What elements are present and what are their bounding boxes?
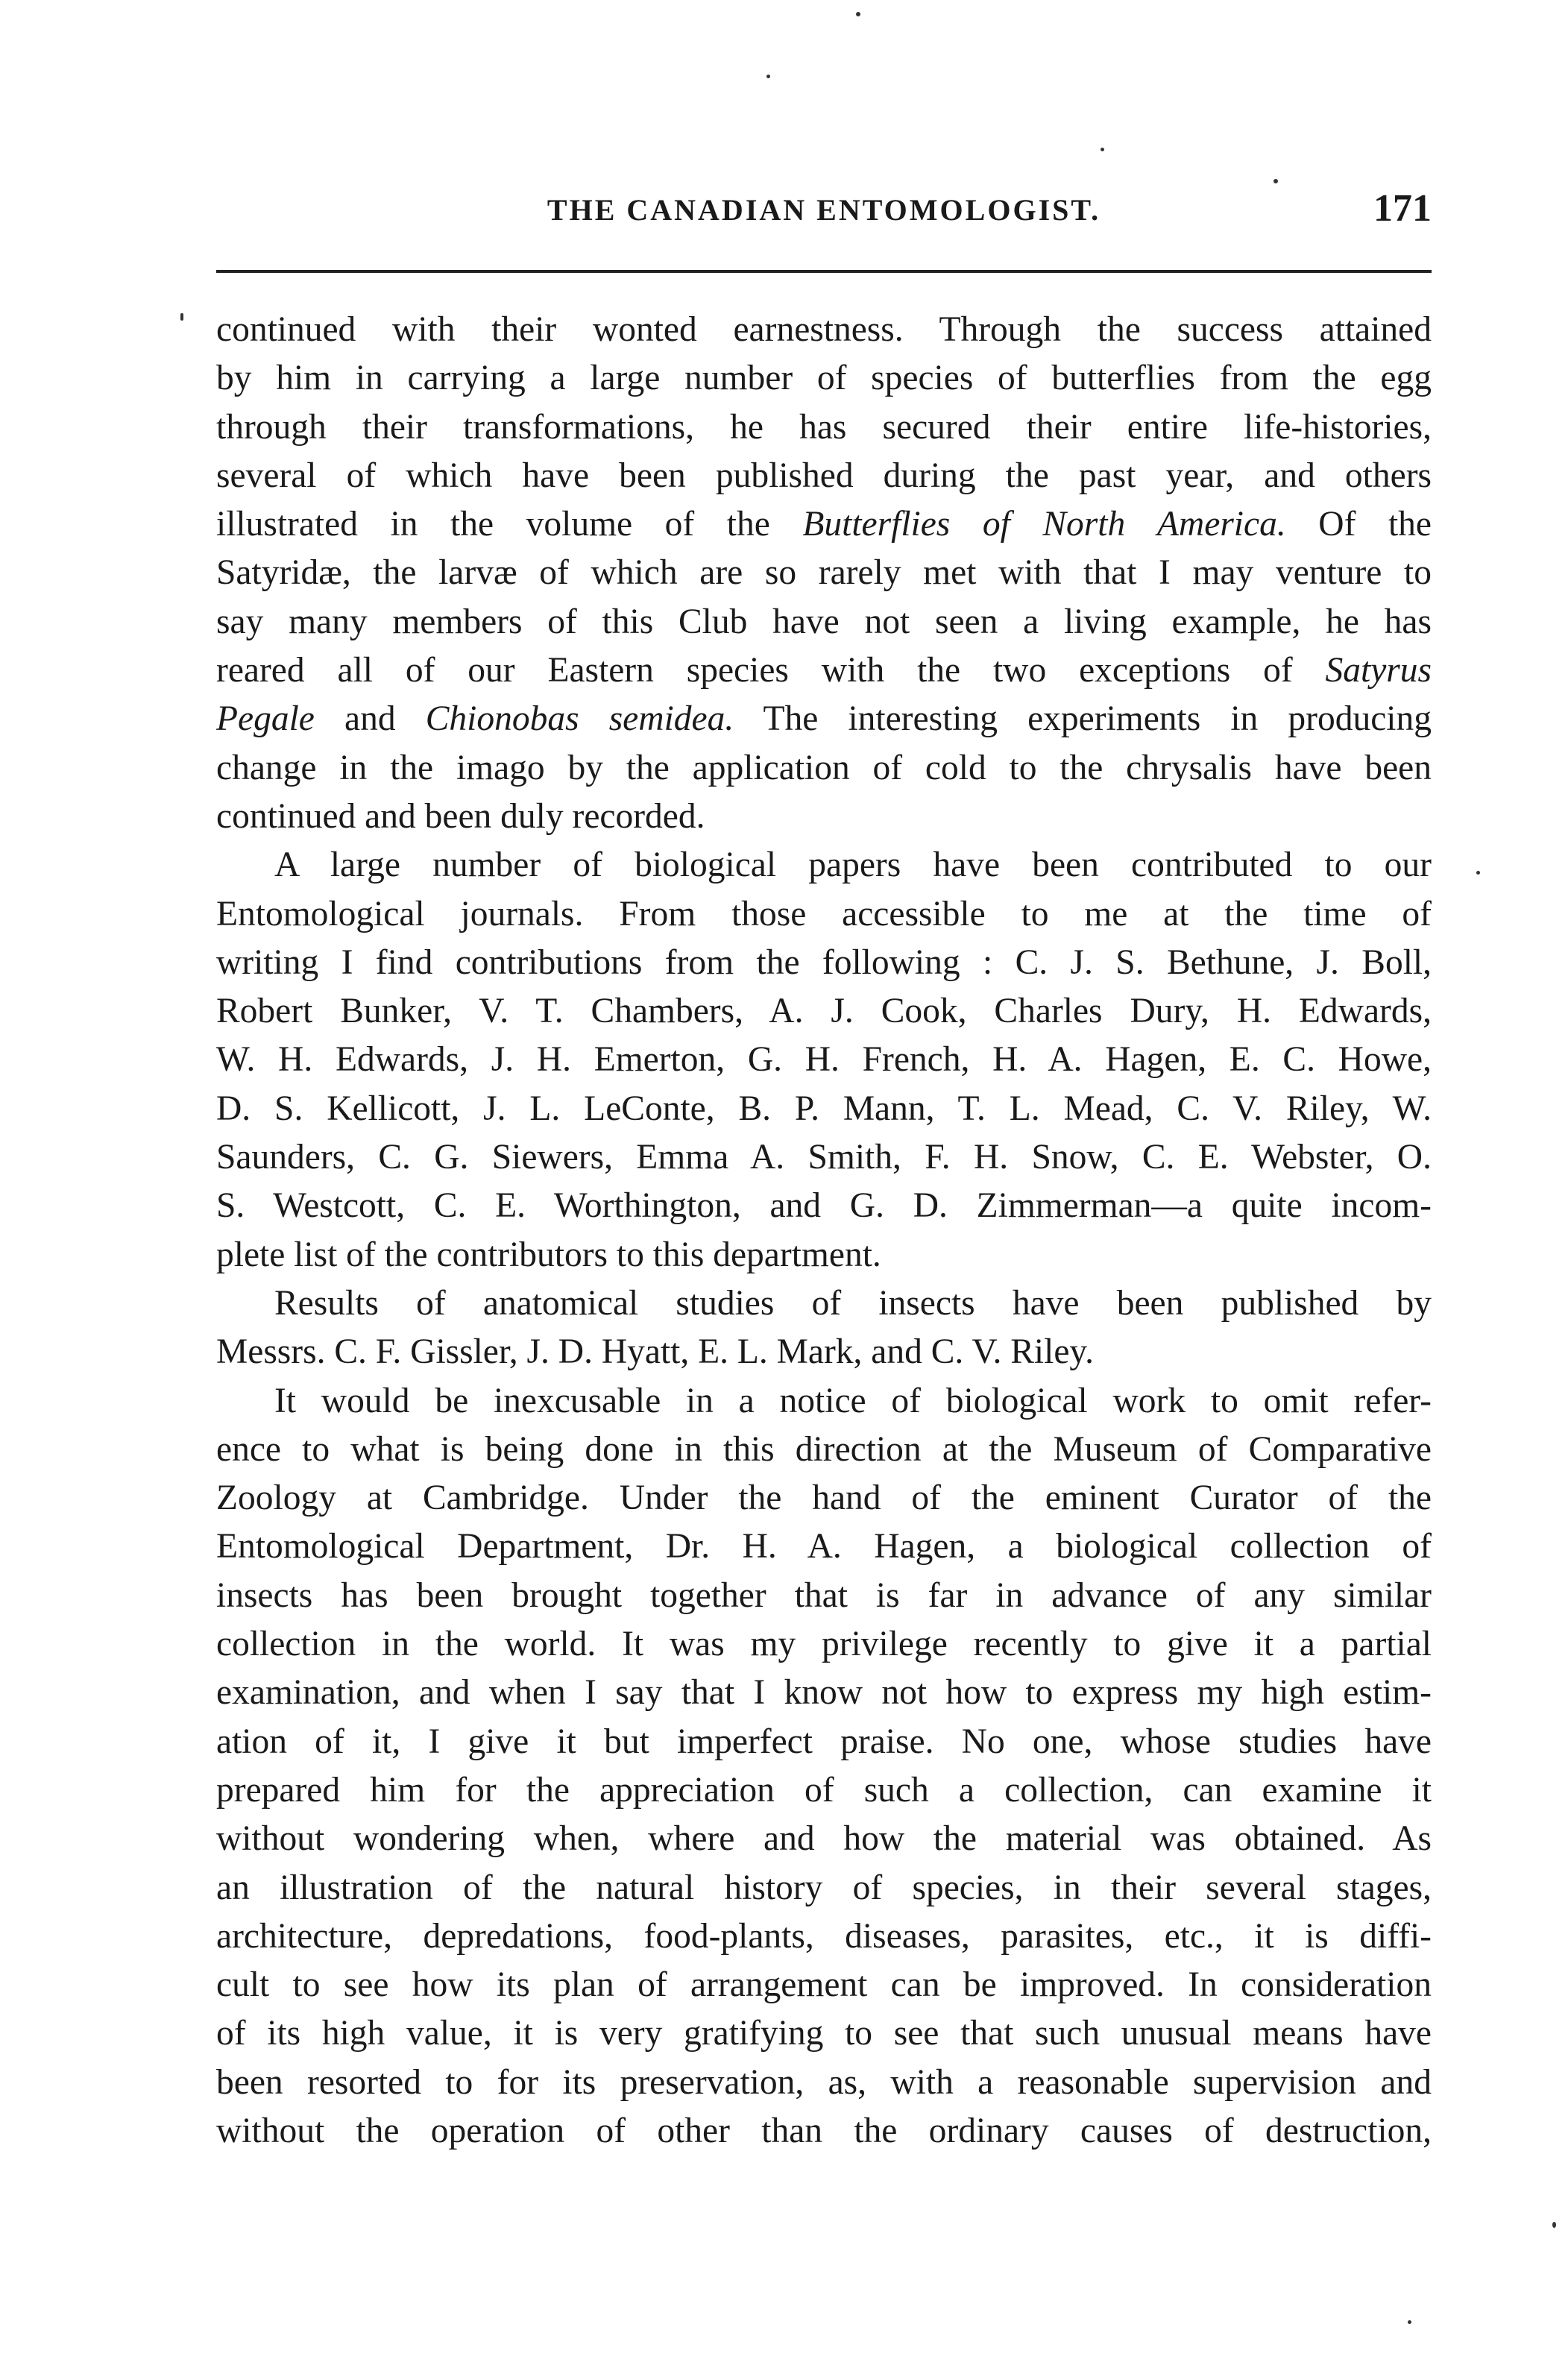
- text-line: been resorted to for its preservation, as, with a reasonable supervision and: [216, 2062, 1432, 2102]
- header-rule: [216, 270, 1432, 273]
- text-line: Robert Bunker, V. T. Chambers, A. J. Cook, Charles Dury, H. Edwards,: [216, 992, 1432, 1031]
- species-name-italic: Pegale: [216, 699, 315, 739]
- text-line: cult to see how its plan of arrangement can be improved. In consideration: [216, 1965, 1432, 2005]
- text-line: Results of anatomical studies of insects have been published by: [274, 1283, 1432, 1323]
- text-line: Saunders, C. G. Siewers, Emma A. Smith, F. H. Snow, C. E. Webster, O.: [216, 1138, 1432, 1177]
- text-line: S. Westcott, C. E. Worthington, and G. D. Zimmerman—a quite incom-: [216, 1186, 1432, 1226]
- text-line: ence to what is being done in this direction at the Museum of Comparative: [216, 1429, 1432, 1469]
- text-line: continued and been duly recorded.: [216, 796, 705, 836]
- running-title: THE CANADIAN ENTOMOLOGIST.: [547, 193, 1101, 227]
- text-line: without wondering when, where and how the material was obtained. As: [216, 1819, 1432, 1859]
- text-line: A large number of biological papers have been contributed to our: [274, 846, 1432, 885]
- scan-speck: [1273, 179, 1278, 183]
- body-text: [216, 306, 1432, 2156]
- scan-speck: [1476, 871, 1480, 875]
- text-line: Satyridæ, the larvæ of which are so rarely met with that I may venture to: [216, 553, 1432, 593]
- text-line: through their transformations, he has secured their entire life-histories,: [216, 407, 1432, 447]
- text-line: D. S. Kellicott, J. L. LeConte, B. P. Mann, T. L. Mead, C. V. Riley, W.: [216, 1089, 1432, 1128]
- text-line: Entomological journals. From those accessible to me at the time of: [216, 894, 1432, 933]
- text-line: insects has been brought together that is far in advance of any similar: [216, 1575, 1432, 1615]
- text-line: Messrs. C. F. Gissler, J. D. Hyatt, E. L. Mark, and C. V. Riley.: [216, 1332, 1094, 1372]
- text-line: ation of it, I give it but imperfect praise. No one, whose studies have: [216, 1722, 1432, 1761]
- scan-speck: [1552, 2222, 1556, 2228]
- scan-speck: [766, 75, 770, 78]
- text-line: [216, 695, 1432, 743]
- scan-speck: [856, 12, 860, 16]
- page-header: [216, 187, 1432, 237]
- text-line: an illustration of the natural history of species, in their several stages,: [216, 1868, 1432, 1907]
- page-number: 171: [1373, 187, 1432, 230]
- text-line: [216, 500, 1432, 549]
- text-line: W. H. Edwards, J. H. Emerton, G. H. French, H. A. Hagen, E. C. Howe,: [216, 1040, 1432, 1080]
- text-line: several of which have been published during the past year, and others: [216, 456, 1432, 495]
- text-line: of its high value, it is very gratifying to see that such unusual means have: [216, 2014, 1432, 2053]
- text-run: reared all of our Eastern species with the two exceptions of: [216, 651, 1326, 690]
- book-title-italic: Butterflies of North America.: [802, 505, 1286, 544]
- text-line: writing I find contributions from the following : C. J. S. Bethune, J. Boll,: [216, 942, 1432, 982]
- text-line: architecture, depredations, food-plants, diseases, parasites, etc., it is diffi-: [216, 1916, 1432, 1956]
- text-line: [216, 646, 1432, 695]
- scan-speck: [1101, 148, 1104, 151]
- text-line: It would be inexcusable in a notice of biological work to omit refer-: [274, 1381, 1432, 1420]
- text-run: illustrated in the volume of the: [216, 505, 803, 544]
- scan-speck: [180, 313, 183, 321]
- text-line: collection in the world. It was my privilege recently to give it a partial: [216, 1625, 1432, 1664]
- text-line: change in the imago by the application of cold to the chrysalis have been: [216, 748, 1432, 787]
- text-line: Zoology at Cambridge. Under the hand of the eminent Curator of the: [216, 1479, 1432, 1518]
- text-line: prepared him for the appreciation of such a collection, can examine it: [216, 1770, 1432, 1810]
- text-run: and: [314, 699, 426, 739]
- text-line: say many members of this Club have not seen a living example, he has: [216, 602, 1432, 641]
- text-line: without the operation of other than the ordinary causes of destruction,: [216, 2111, 1432, 2150]
- text-line: continued with their wonted earnestness. Through the success attained: [216, 310, 1432, 349]
- text-line: plete list of the contributors to this department.: [216, 1235, 881, 1274]
- species-name-italic: Satyrus: [1325, 651, 1432, 690]
- text-line: examination, and when I say that I know not how to express my high estim-: [216, 1673, 1432, 1713]
- text-run: Of the: [1285, 505, 1432, 544]
- text-line: Entomological Department, Dr. H. A. Hagen, a biological collection of: [216, 1527, 1432, 1566]
- scan-speck: [1408, 2320, 1411, 2324]
- species-name-italic: Chionobas semidea.: [425, 699, 734, 739]
- text-run: The interesting experiments in producing: [734, 699, 1432, 739]
- text-line: by him in carrying a large number of species of butterflies from the egg: [216, 359, 1432, 398]
